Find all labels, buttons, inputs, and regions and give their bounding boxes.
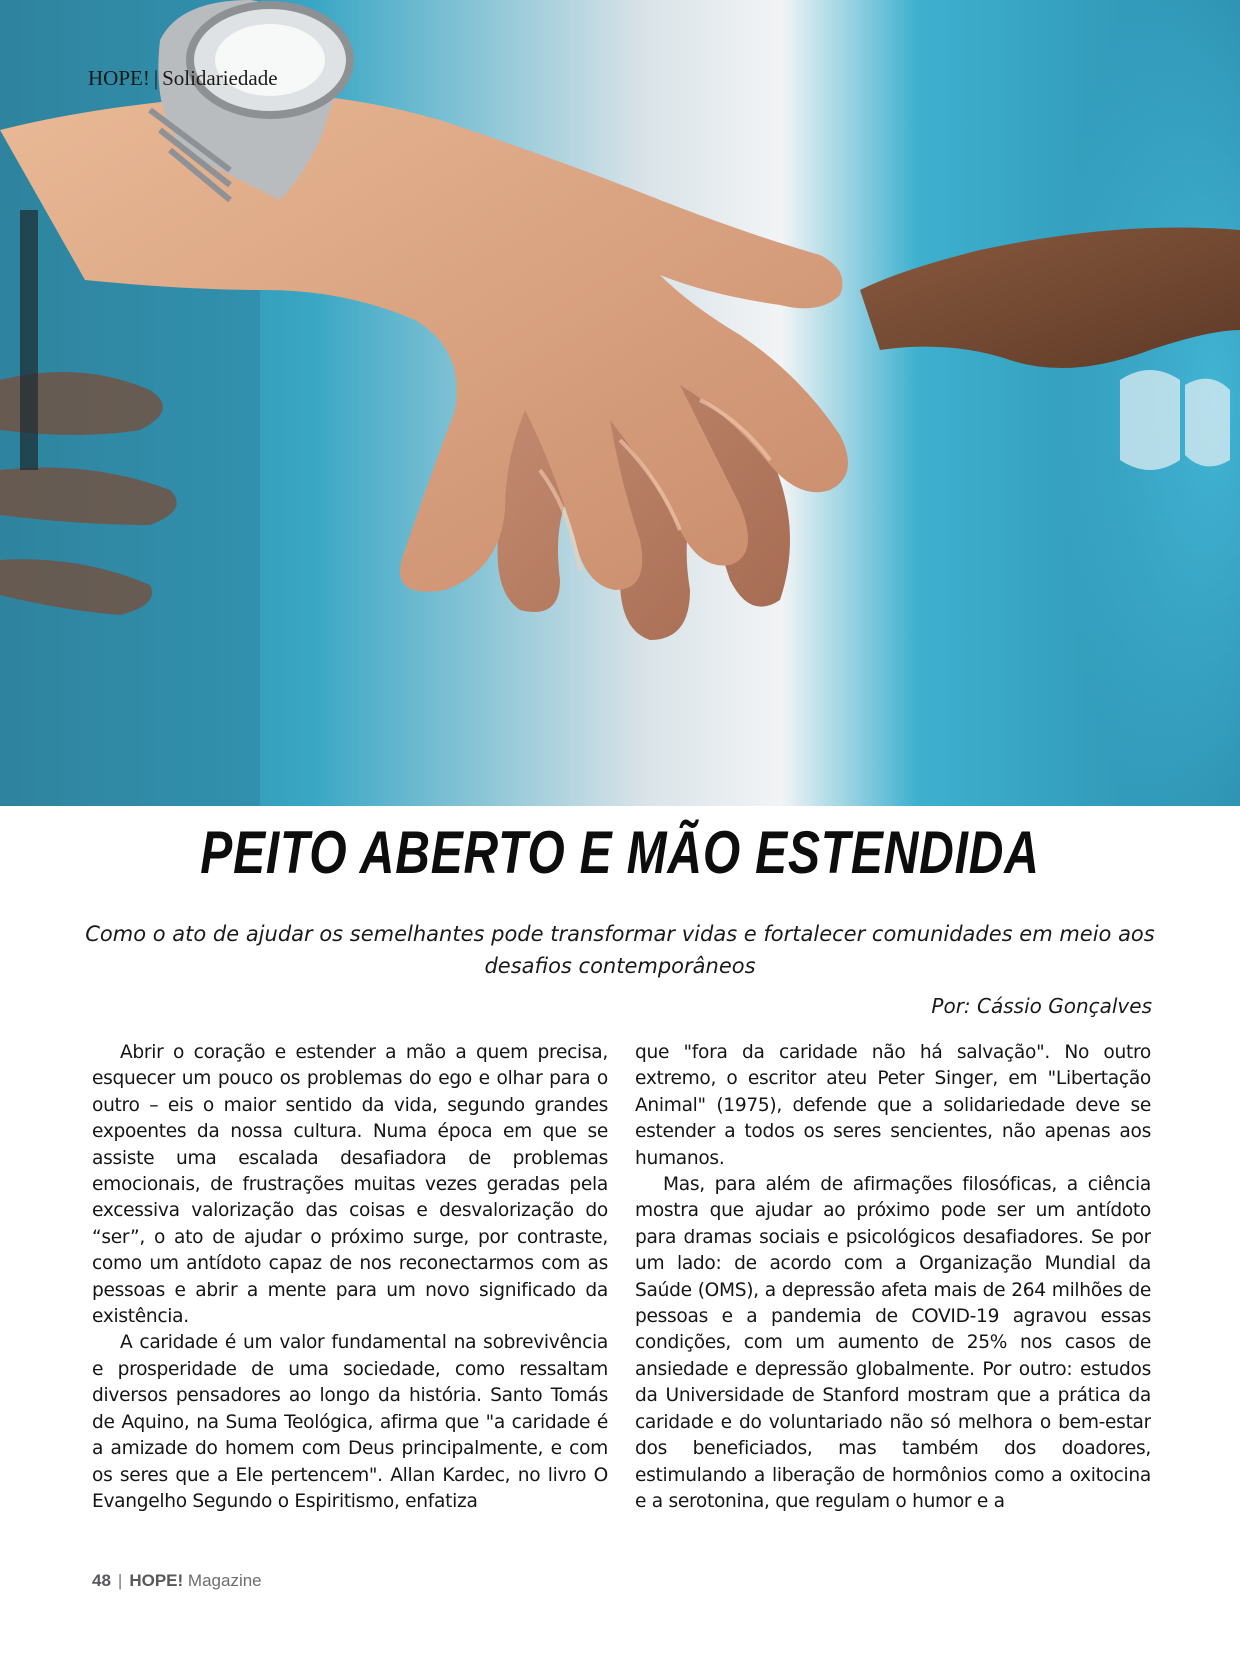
page-number: 48 xyxy=(92,1571,111,1590)
footer-separator: | xyxy=(117,1571,123,1590)
paragraph: A caridade é um valor fundamental na sobrevivência e prosperidade de uma sociedade, como ressaltam diversos pensadores ao longo da história. Santo Tomás de Aquino, na Suma Teológica, afirma que "a caridade é a amizade do homem com Deus principalmente, e com os seres que a Ele pertencem". Allan Kardec, no livro O Evangelho Segundo o Espiritismo, enfatiza xyxy=(92,1332,608,1512)
left-column xyxy=(92,1040,608,1536)
paragraph: que "fora da caridade não há salvação". No outro extremo, o escritor ateu Peter Singer, em "Libertação Animal" (1975), defende que a solidariedade deve se estender a todos os seres sencientes, não apenas aos humanos. xyxy=(635,1042,1151,1169)
hero-photo xyxy=(0,0,1240,806)
section-name: Solidariedade xyxy=(162,66,278,90)
footer-magazine: Magazine xyxy=(187,1571,262,1590)
section-separator: | xyxy=(153,66,159,90)
paragraph: Abrir o coração e estender a mão a quem precisa, esquecer um pouco os problemas do ego e olhar para o outro – eis o maior sentido da vida, segundo grandes expoentes da nossa cultura. Numa época em que se assiste uma escalada desafiadora de problemas emocionais, de frustrações muitas vezes geradas pela excessiva valorização das coisas e desvalorização do “ser”, o ato de ajudar o próximo surge, por contraste, como um antídoto capaz de nos reconectarmos com as pessoas e abrir a mente para um novo significado da existência. xyxy=(92,1042,608,1328)
stacked-hands-illustration xyxy=(0,0,1240,806)
article-subtitle: Como o ato de ajudar os semelhantes pode transformar vidas e fortalecer comunidades em meio aos desafios contemporâneos xyxy=(85,922,1155,978)
right-column xyxy=(635,1040,1151,1536)
page-footer xyxy=(92,1571,262,1591)
paragraph: Mas, para além de afirmações filosóficas, a ciência mostra que ajudar ao próximo pode ser um antídoto para dramas sociais e psicológicos desafiadores. Se por um lado: de acordo com a Organização Mundial da Saúde (OMS), a depressão afeta mais de 264 milhões de pessoas e a pandemia de COVID-19 agravou essas condições, com um aumento de 25% nos casos de ansiedade e depressão globalmente. Por outro: estudos da Universidade de Stanford mostram que a prática da caridade e do voluntariado não só melhora o bem-estar dos beneficiados, mas também dos doadores, estimulando a liberação de hormônios como a oxitocina e a serotonina, que regulam o humor e a xyxy=(635,1174,1151,1512)
footer-brand: HOPE! xyxy=(129,1571,184,1590)
article-title: PEITO ABERTO E MÃO ESTENDIDA xyxy=(200,819,1040,886)
section-brand: HOPE! xyxy=(88,66,150,90)
article-byline: Por: Cássio Gonçalves xyxy=(931,994,1152,1018)
section-label xyxy=(88,66,278,91)
